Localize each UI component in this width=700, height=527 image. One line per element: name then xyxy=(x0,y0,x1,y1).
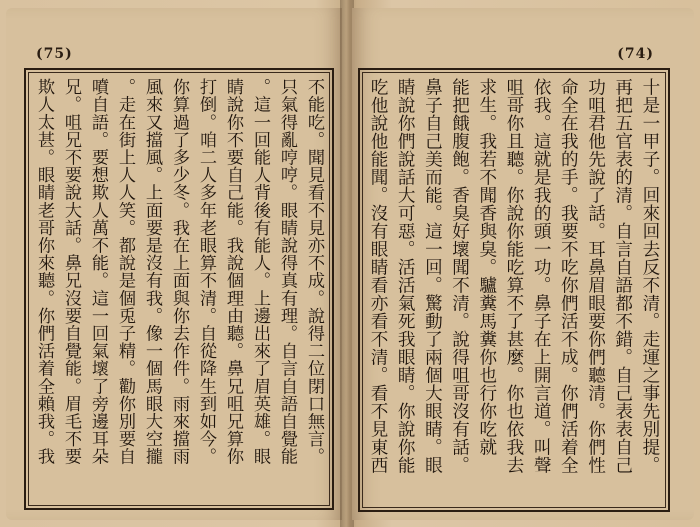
text-columns-left xyxy=(32,78,326,504)
left-page xyxy=(6,8,342,520)
text-column: 能把餓腹飽。香臭好壞聞不清。說得咀哥沒有話。 xyxy=(449,78,470,474)
text-column: 咀哥你且聽。你說你能吃算不了甚麼。你也依我去 xyxy=(503,78,524,474)
text-column: 命全在我的手。我要不吃你們活不成。你們活着全 xyxy=(558,78,579,474)
text-column: 睛說你們說話大可惡。活活氣死我眼睛。你說你能 xyxy=(395,78,416,474)
text-column: 你算過了多少冬。我在上面與你去作件。雨來擋雨 xyxy=(169,78,189,466)
text-column: 鼻子自己美而能。這一回。驚動了兩個大眼睛。眼 xyxy=(422,78,443,474)
text-column: 噴自語。要想欺人萬不能。這一回氣壞了旁邊耳朵 xyxy=(88,78,108,466)
text-column: 睛說你不要自己能。我說個理由聽。鼻兄咀兄算你 xyxy=(223,78,243,466)
text-column: 功咀君他先說了話。耳鼻眉眼要你們聽清。你們性 xyxy=(585,78,606,474)
text-column: 求生。我若不聞香與臭。驢糞馬糞你也行你吃就 xyxy=(476,78,497,456)
text-column: 。走在街上人人笑。都說是個兎子精。勸你別要自 xyxy=(115,78,135,466)
page-number-left: (75) xyxy=(36,46,73,62)
text-column: 十是一甲子。回來回去反不清。走運之事先別提。 xyxy=(639,78,660,474)
text-column: 吃他說他能聞。沒有眼睛看亦看不清。看不見東西 xyxy=(368,78,388,474)
text-column: 欺人太甚。眼睛老哥你來聽。你們活着全賴我。我 xyxy=(34,78,54,466)
page-number-right: (74) xyxy=(617,46,654,62)
text-columns-right xyxy=(366,78,662,506)
text-column: 依我。這就是我的頭一功。鼻子在上開言道。叫聲 xyxy=(531,78,552,474)
text-frame-right xyxy=(358,68,670,512)
text-column: 兄。咀兄不要說大話。鼻兄沒要自覺能。眉毛不要 xyxy=(61,78,81,466)
text-column: 風來又擋風。上面要是沒有我。像一個馬眼大空攏 xyxy=(142,78,162,466)
text-column: 。這一回能人背後有能人。上邊出來了眉英雄。眼 xyxy=(250,78,270,466)
text-frame-left xyxy=(24,68,334,510)
text-column: 只氣得亂哼哼。眼睛說得真有理。自言自語自覺能 xyxy=(277,78,297,466)
text-column: 不能吃。聞見看不見亦不成。說得二位閉口無言。 xyxy=(304,78,324,466)
text-column: 打倒。咱二人多年老眼算不清。自從降生到如今。 xyxy=(196,78,216,466)
text-column: 再把五官表的清。自言自語都不錯。自己表表自己 xyxy=(612,78,633,474)
right-page xyxy=(352,8,694,520)
